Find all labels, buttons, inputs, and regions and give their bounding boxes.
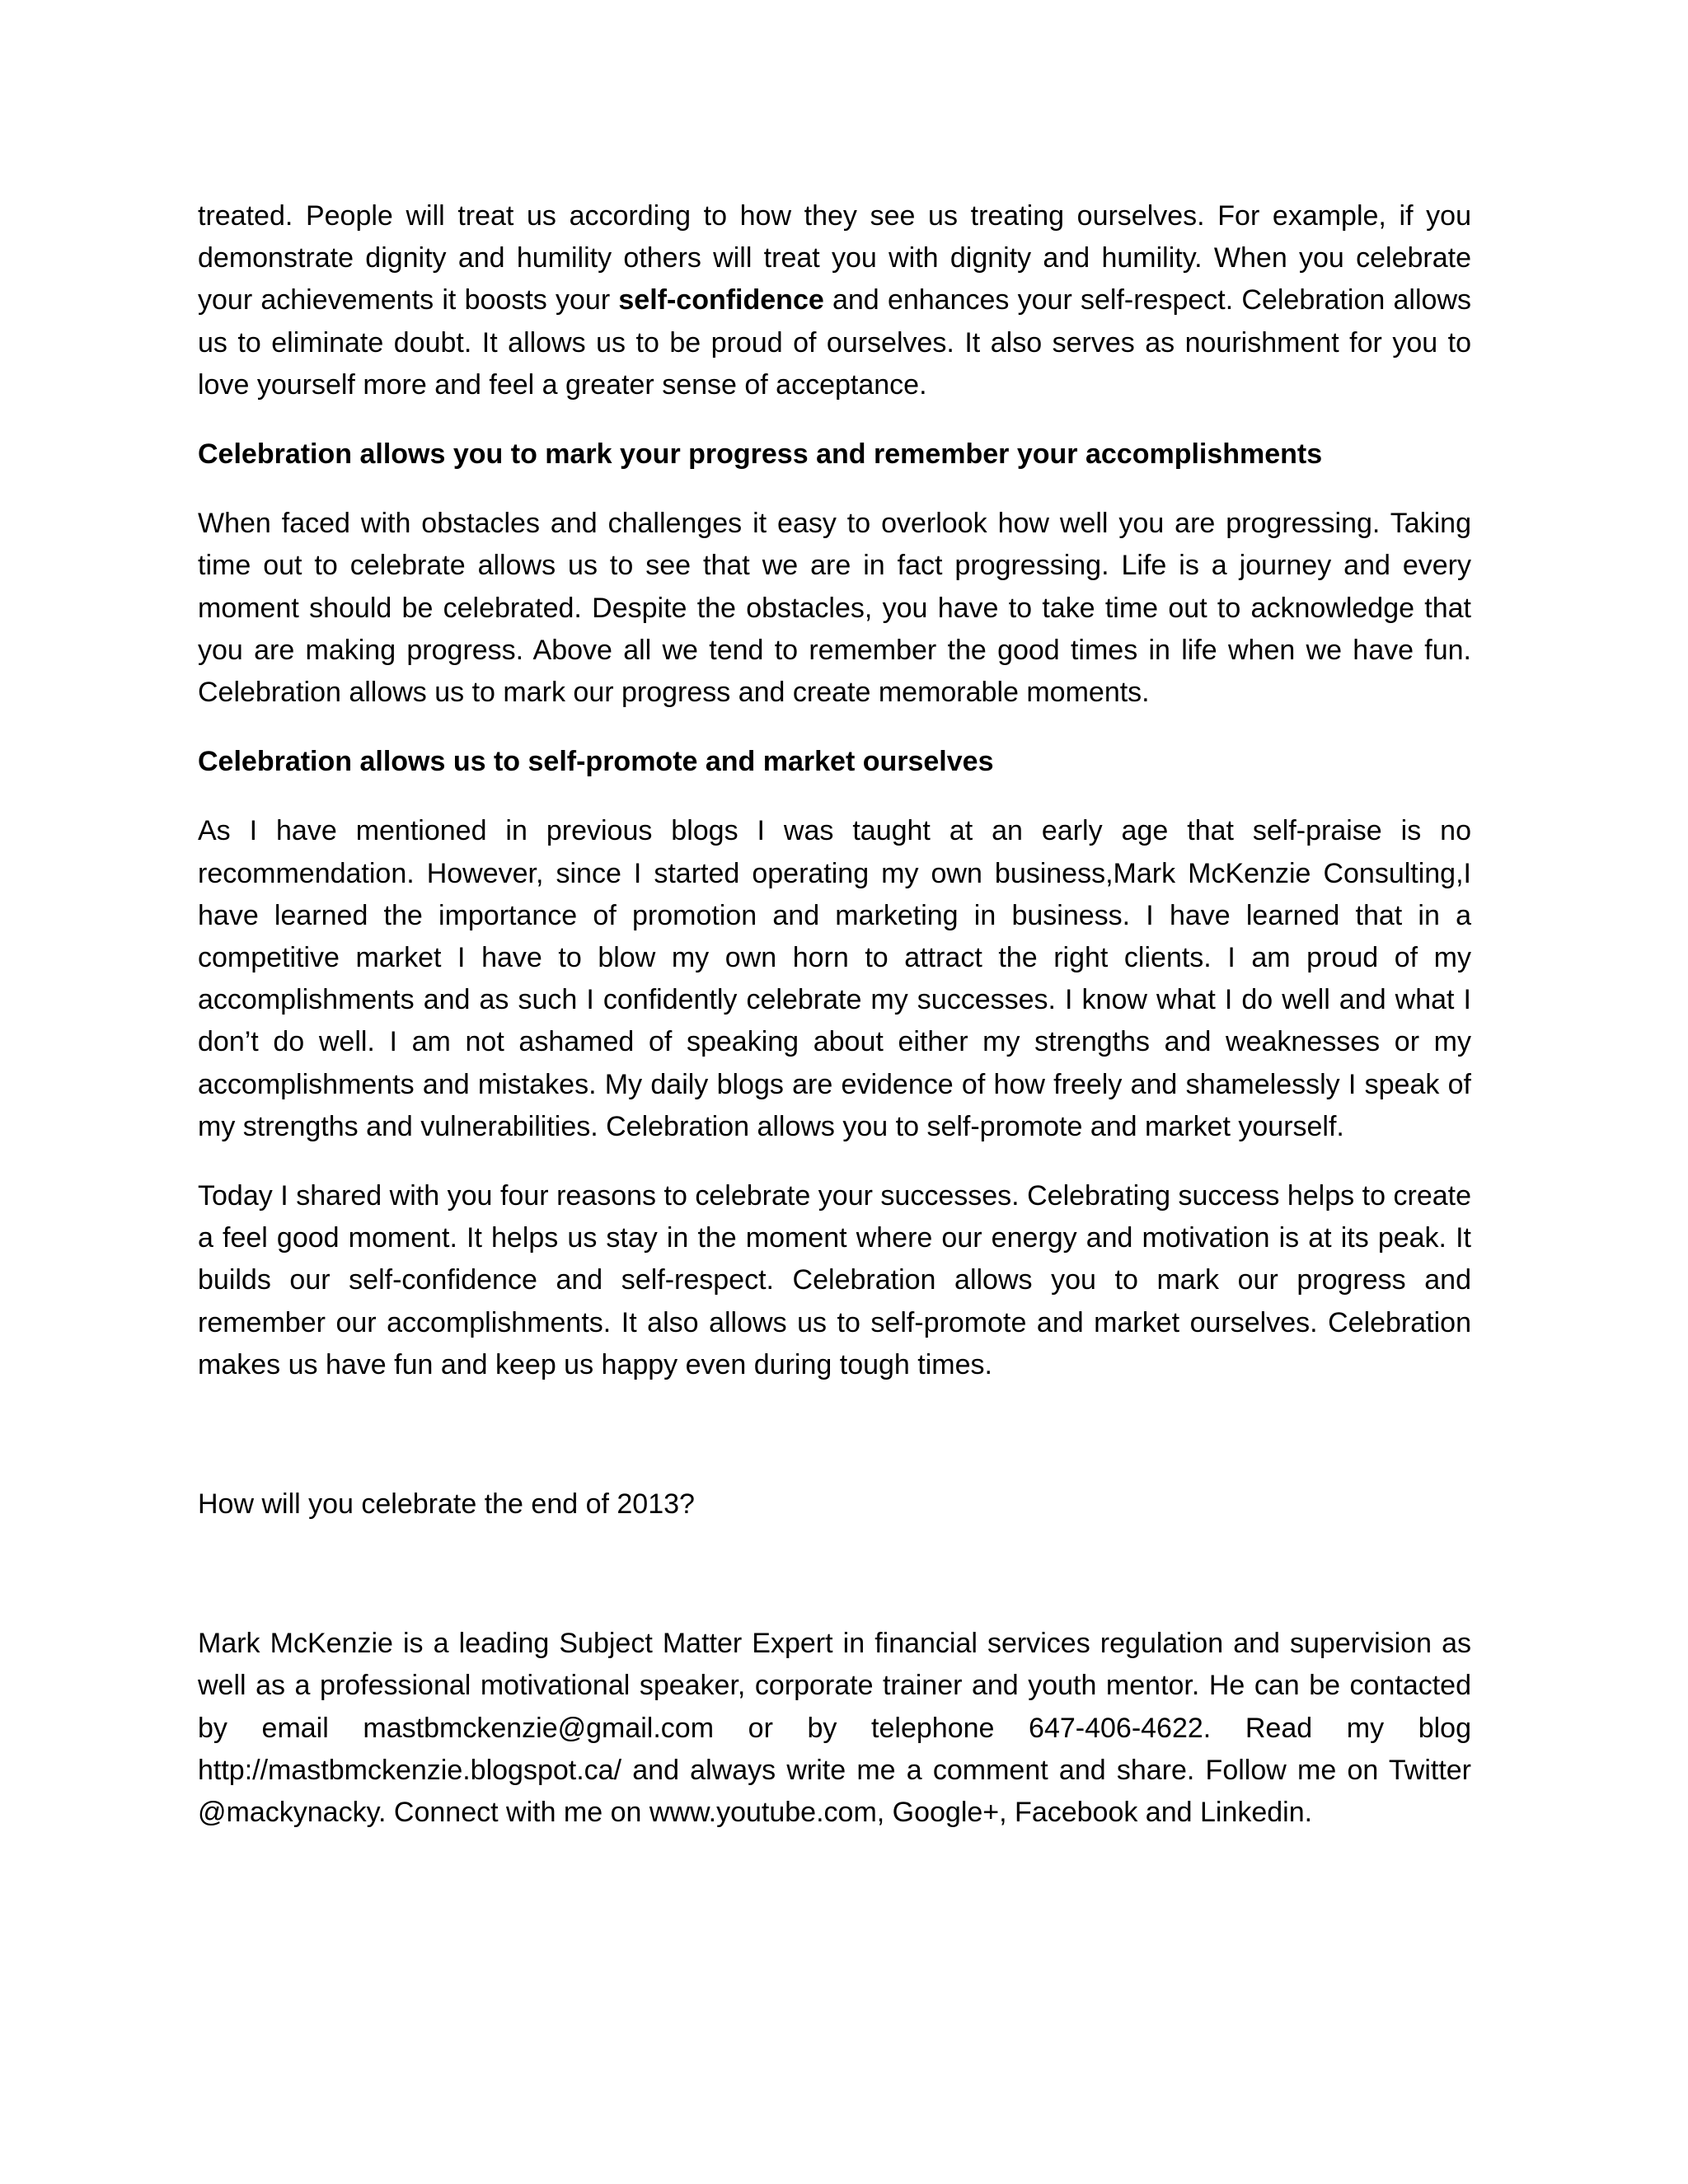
section-heading-self-promote: Celebration allows us to self-promote and market ourselves [198, 746, 994, 778]
author-bio: Mark McKenzie is a leading Subject Matter Expert in financial services regulation and supervision as well as a professional motivational speaker, corporate trainer and youth mentor. He can be contacted by email mastbmckenzie@gmail.com or by telephone 647-406-4622. Read my blog http://mastbmckenzie.blogspot.ca/ and always write me a comment and share. Follow me on Twitter @mackynacky. Connect with me on www.youtube.com, Google+, Facebook and Linkedin. [198, 1628, 1471, 1829]
paragraph-progress: When faced with obstacles and challenges it easy to overlook how well you are progressing. Taking time out to celebrate allows us to see that we are in fact progressing. Life is a journey and every moment should be celebrated. Despite the obstacles, you have to take time out to acknowledge that you are making progress. Above all we tend to remember the good times in life when we have fun. Celebration allows us to mark our progress and create memorable moments. [198, 508, 1471, 709]
paragraph-self-promote: As I have mentioned in previous blogs I was taught at an early age that self-praise is no recommendation. However, since I started operating my own business,Mark McKenzie Consulting,I have learned the importance of promotion and marketing in business. I have learned that in a competitive market I have to blow my own horn to attract the right clients. I am proud of my accomplishments and as such I confidently celebrate my successes. I know what I do well and what I don’t do well. I am not ashamed of speaking about either my strengths and weaknesses or my accomplishments and mistakes. My daily blogs are evidence of how freely and shamelessly I speak of my strengths and vulnerabilities. Celebration allows you to self-promote and market yourself. [198, 815, 1471, 1142]
document-body [198, 195, 1471, 1834]
bold-term: self-confidence [618, 284, 824, 316]
paragraph-text: and enhances your self-respect. Celebration allows us to eliminate doubt. It allows us to be proud of ourselves. It also serves as nourishment for you to love yourself more and feel a greater sense of acceptance. [198, 284, 1471, 401]
paragraph-text: treated. People will treat us according to how they see us treating ourselves. For example, if you demonstrate dignity and humility others will treat you with dignity and humility. When you celebrate your achievements it boosts your [198, 200, 1471, 316]
paragraph-self-respect [198, 195, 1471, 406]
closing-question: How will you celebrate the end of 2013? [198, 1488, 695, 1521]
paragraph-summary: Today I shared with you four reasons to celebrate your successes. Celebrating success helps to create a feel good moment. It helps us stay in the moment where our energy and motivation is at its peak. It builds our self-confidence and self-respect. Celebration allows you to mark our progress and remember our accomplishments. It also allows us to self-promote and market ourselves. Celebration makes us have fun and keep us happy even during tough times. [198, 1180, 1471, 1380]
section-heading-progress: Celebration allows you to mark your progress and remember your accomplishments [198, 438, 1323, 471]
